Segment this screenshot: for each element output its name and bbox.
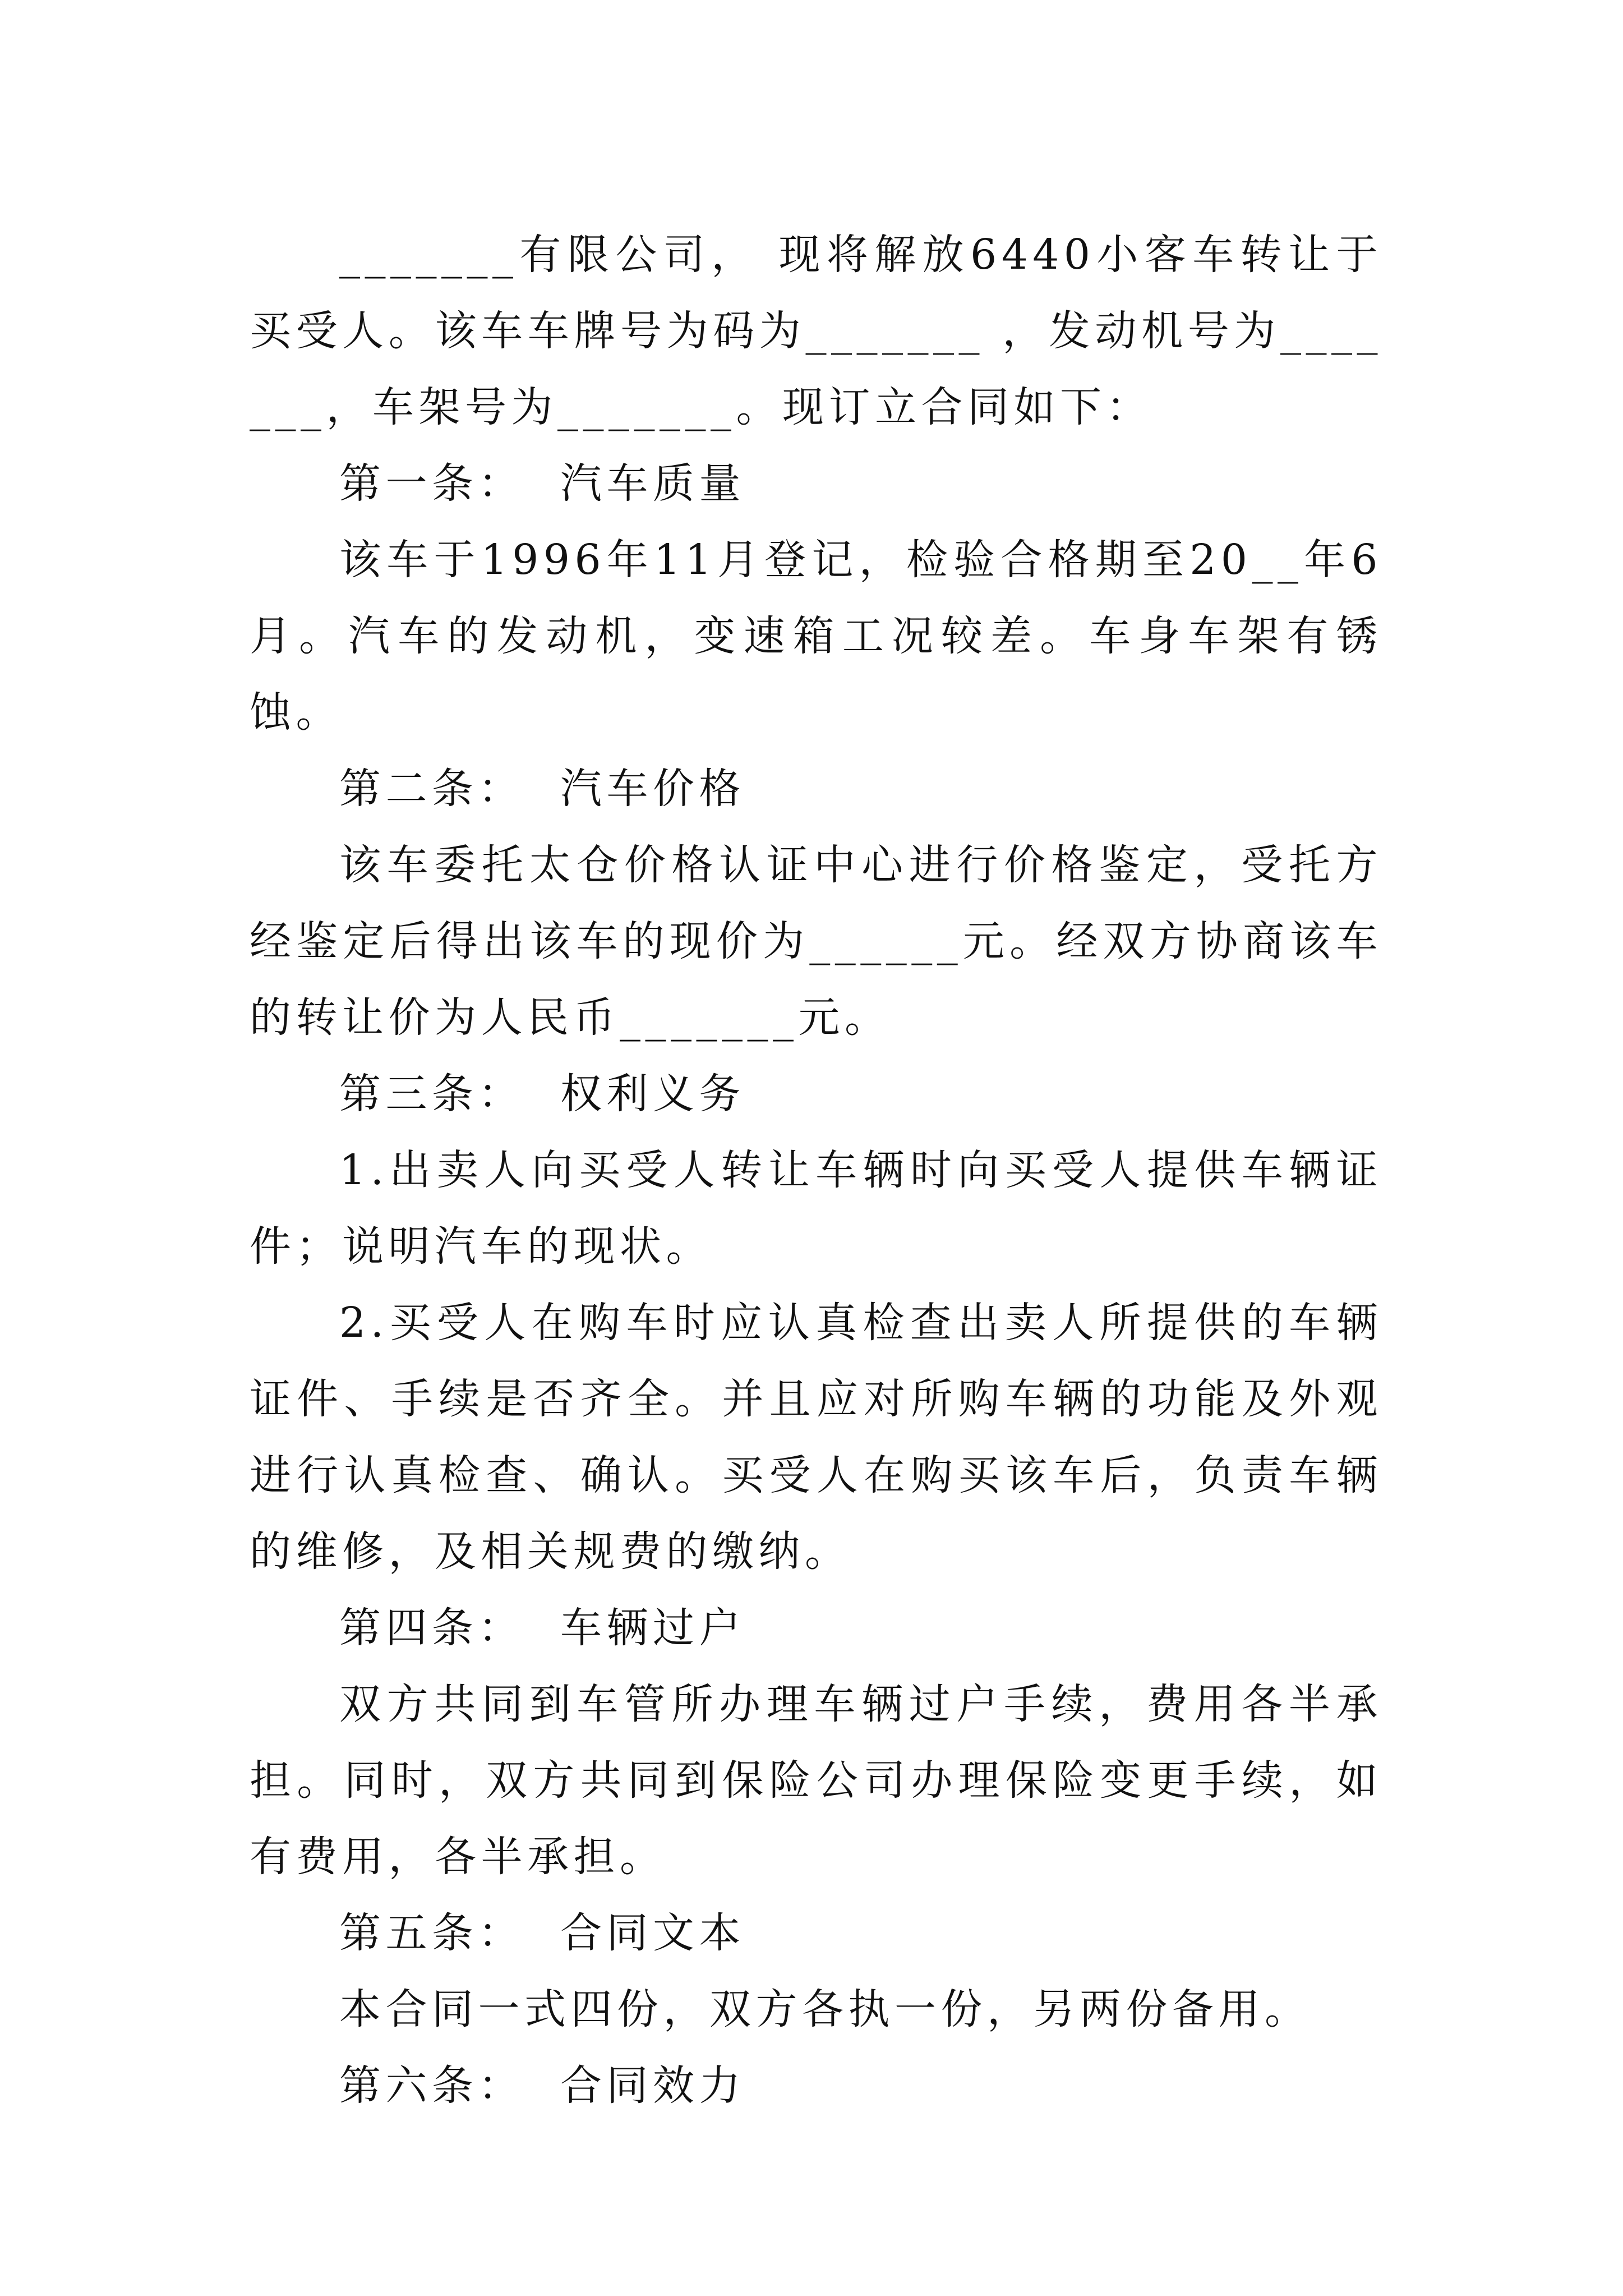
article-3-heading: 第三条： 权利义务 xyxy=(339,1070,746,1118)
article-3-item-2: 2.买受人在购车时应认真检查出卖人所提供的车辆证件、手续是否齐全。并且应对所购车辆的功能及外观进行认真检查、确认。买受人在购买该车后，负责车辆的维修，及相关规费的缴纳。 xyxy=(250,1299,1382,1576)
article-6-heading: 第六条： 合同效力 xyxy=(339,2062,746,2110)
article-4-heading: 第四条： 车辆过户 xyxy=(339,1604,746,1652)
article-3-item-1: 1.出卖人向买受人转让车辆时向买受人提供车辆证件；说明汽车的现状。 xyxy=(250,1146,1382,1271)
article-2-body: 该车委托太仓价格认证中心进行价格鉴定，受托方经鉴定后得出该车的现价为______元。经双方协商该车的转让价为人民币_______元。 xyxy=(250,841,1382,1042)
article-4-body: 双方共同到车管所办理车辆过户手续，费用各半承担。同时，双方共同到保险公司办理保险变更手续，如有费用，各半承担。 xyxy=(250,1680,1382,1881)
article-5-body: 本合同一式四份，双方各执一份，另两份备用。 xyxy=(339,1985,1311,2033)
document-page xyxy=(250,217,1382,2124)
article-5-heading: 第五条： 合同文本 xyxy=(339,1909,746,1957)
article-1-body: 该车于1996年11月登记，检验合格期至20__年6月。汽车的发动机，变速箱工况较差。车身车架有锈蚀。 xyxy=(250,536,1382,737)
article-1-heading: 第一条： 汽车质量 xyxy=(339,459,746,508)
article-2-heading: 第二条： 汽车价格 xyxy=(339,765,746,813)
intro-paragraph: _______有限公司， 现将解放6440小客车转让于买受人。该车车牌号为码为_______ ，发动机号为_______，车架号为_______。现订立合同如下： xyxy=(250,231,1382,431)
